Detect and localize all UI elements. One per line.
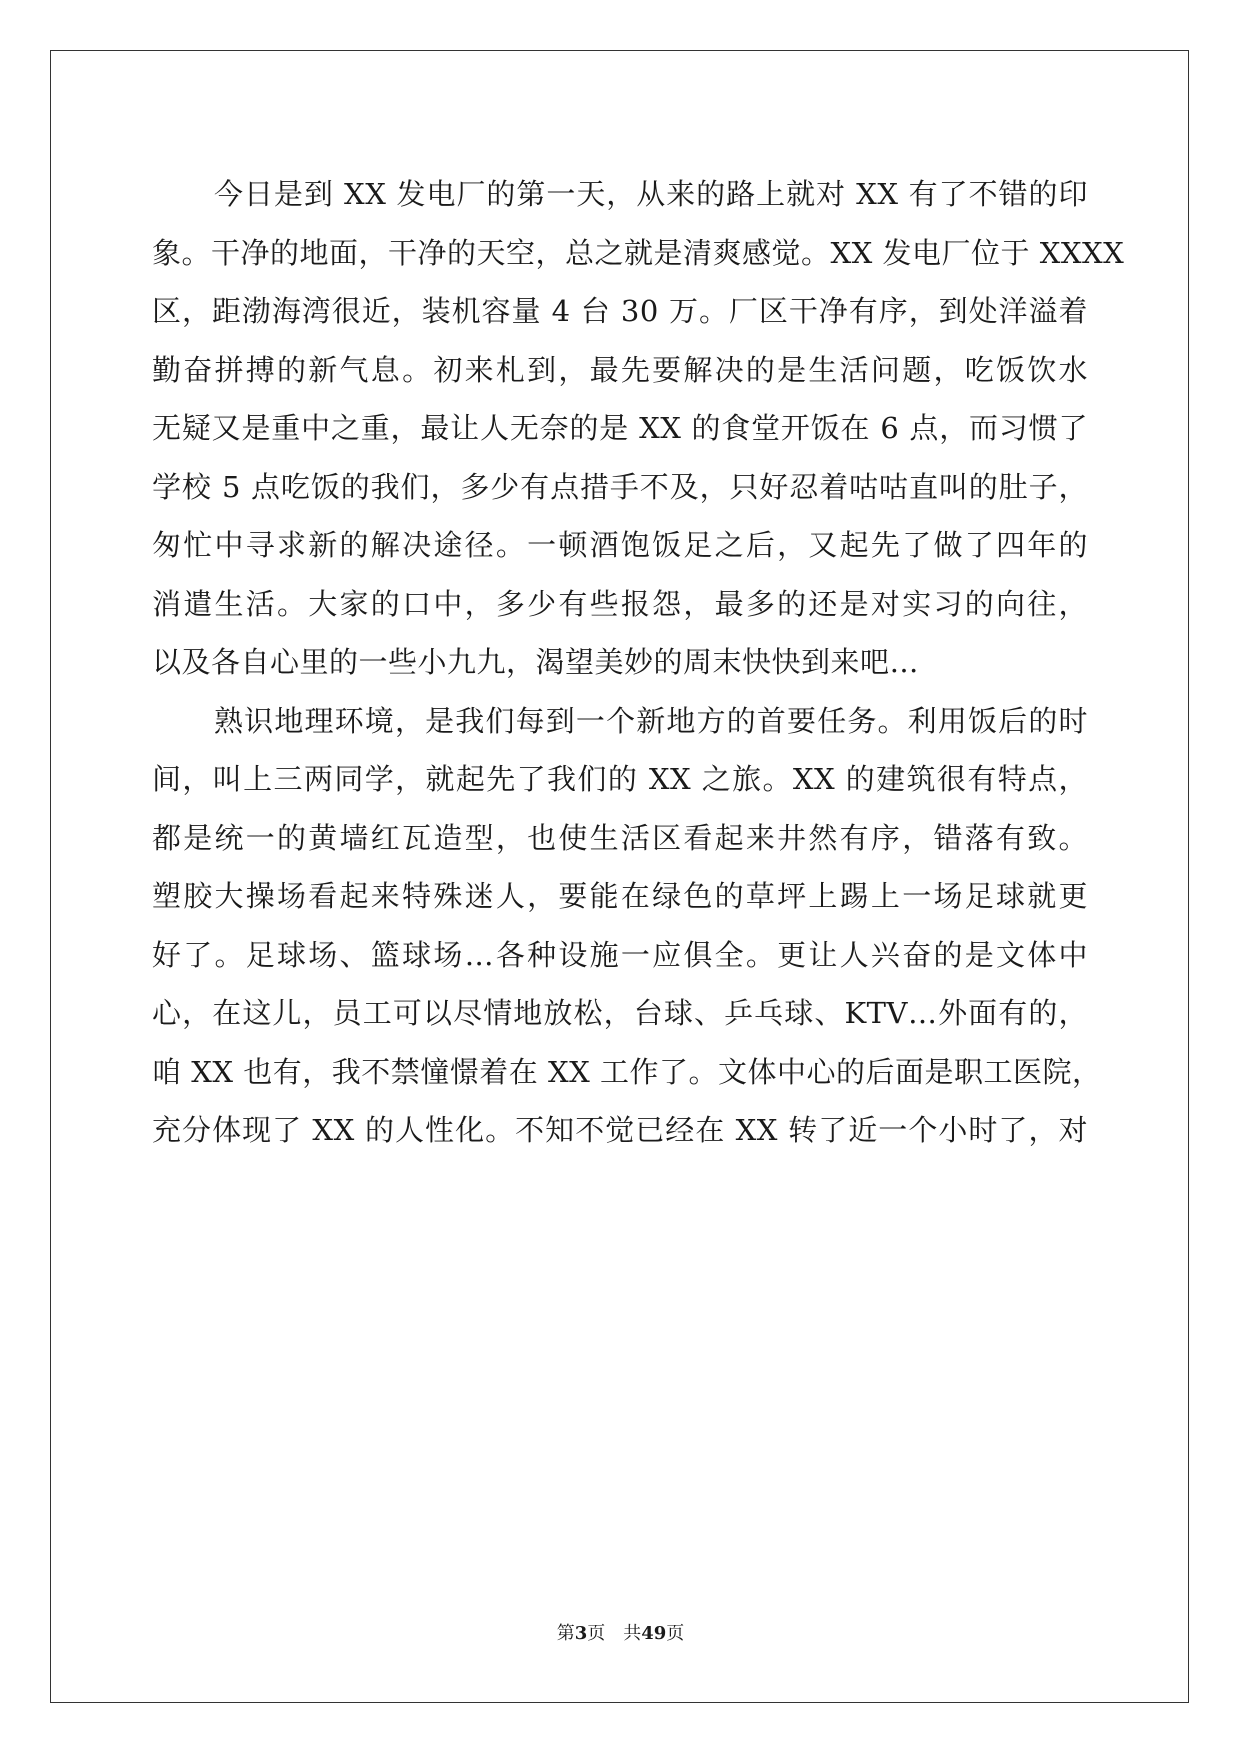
- page-footer: [0, 1623, 1241, 1645]
- text-line: 以及各自心里的一些小九九，渴望美妙的周末快快到来吧…: [152, 645, 920, 679]
- text-line: 象。干净的地面，干净的天空，总之就是清爽感觉。XX 发电厂位于 XXXX: [152, 235, 1125, 270]
- paragraph-2: [152, 692, 1102, 1160]
- page-number: 3: [574, 1623, 588, 1644]
- paragraph-1: [152, 165, 1125, 692]
- total-suffix: 页: [666, 1623, 685, 1644]
- text-line: 熟识地理环境，是我们每到一个新地方的首要任务。利用饭后的时: [214, 703, 1088, 738]
- text-line: 塑胶大操场看起来特殊迷人，要能在绿色的草坪上踢上一场足球就更: [152, 879, 1088, 913]
- text-line: 咱 XX 也有，我不禁憧憬着在 XX 工作了。文体中心的后面是职工医院，: [152, 1054, 1102, 1089]
- text-line: 无疑又是重中之重，最让人无奈的是 XX 的食堂开饭在 6 点，而习惯了: [152, 411, 1088, 445]
- text-line: 充分体现了 XX 的人性化。不知不觉已经在 XX 转了近一个小时了，对: [152, 1113, 1088, 1147]
- total-pages: 49: [641, 1623, 667, 1644]
- text-line: 匆忙中寻求新的解决途径。一顿酒饱饭足之后，又起先了做了四年的: [152, 528, 1088, 562]
- total-prefix: 共: [623, 1623, 642, 1644]
- text-line: 都是统一的黄墙红瓦造型，也使生活区看起来井然有序，错落有致。: [152, 820, 1088, 855]
- page-suffix: 页: [587, 1623, 606, 1644]
- page-prefix: 第: [556, 1623, 575, 1644]
- text-line: 勤奋拼搏的新气息。初来札到，最先要解决的是生活问题，吃饭饮水: [152, 352, 1088, 387]
- text-line: 好了。足球场、篮球场…各种设施一应俱全。更让人兴奋的是文体中: [152, 937, 1088, 972]
- text-line: 学校 5 点吃饭的我们，多少有点措手不及，只好忍着咕咕直叫的肚子，: [152, 469, 1088, 504]
- text-line: 心，在这儿，员工可以尽情地放松，台球、乒乓球、KTV…外面有的，: [152, 996, 1088, 1030]
- text-line: 区，距渤海湾很近，装机容量 4 台 30 万。厂区干净有序，到处洋溢着: [152, 294, 1088, 328]
- text-line: 消遣生活。大家的口中，多少有些报怨，最多的还是对实习的向往，: [152, 586, 1088, 621]
- text-line: 今日是到 XX 发电厂的第一天，从来的路上就对 XX 有了不错的印: [214, 177, 1088, 211]
- document-body: [152, 165, 1125, 1160]
- text-line: 间，叫上三两同学，就起先了我们的 XX 之旅。XX 的建筑很有特点，: [152, 762, 1088, 796]
